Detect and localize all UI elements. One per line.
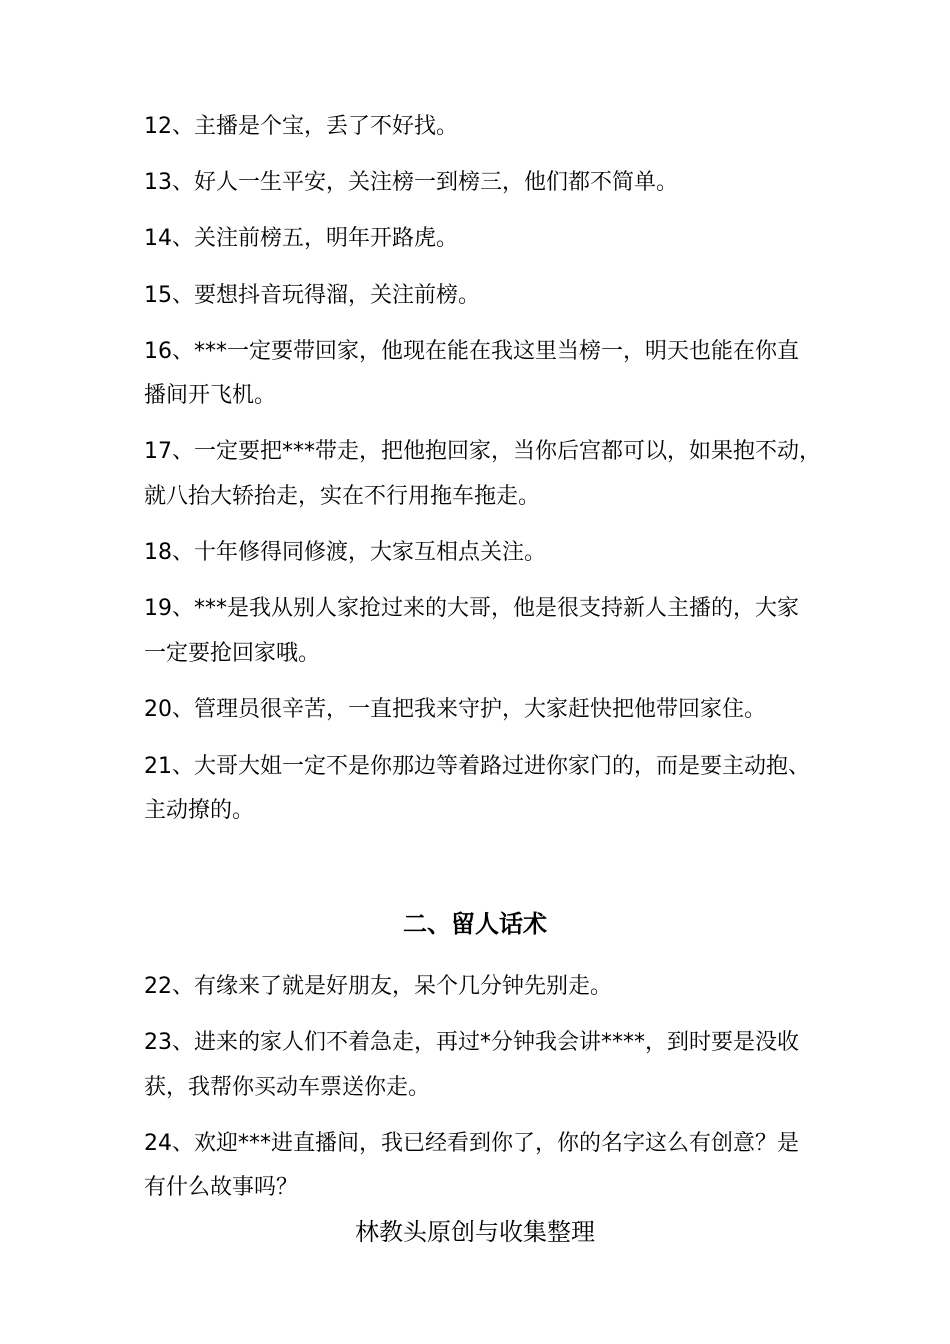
paragraph-line: 19、***是我从别人家抢过来的大哥，他是很支持新人主播的，大家 [144, 596, 799, 621]
paragraph-line: 18、十年修得同修渡，大家互相点关注。 [144, 540, 546, 565]
paragraph-line: 20、管理员很辛苦，一直把我来守护，大家赶快把他带回家住。 [144, 697, 766, 722]
paragraph-line: 14、关注前榜五，明年开路虎。 [144, 226, 458, 251]
paragraph-line: 23、进来的家人们不着急走，再过*分钟我会讲****，到时要是没收 [144, 1030, 799, 1055]
paragraph-line: 21、大哥大姐一定不是你那边等着路过进你家门的，而是要主动抱、 [144, 754, 810, 779]
paragraph-line: 24、欢迎***进直播间，我已经看到你了，你的名字这么有创意？是 [144, 1131, 799, 1156]
paragraph-line: 有什么故事吗？ [144, 1175, 299, 1200]
paragraph-line: 16、***一定要带回家，他现在能在我这里当榜一，明天也能在你直 [144, 339, 799, 364]
paragraph-line: 主动撩的。 [144, 798, 255, 823]
footer-credit: 林教头原创与收集整理 [355, 1218, 595, 1246]
paragraph-line: 22、有缘来了就是好朋友，呆个几分钟先别走。 [144, 974, 612, 999]
paragraph-line: 播间开飞机。 [144, 383, 277, 408]
section-heading: 二、留人话术 [403, 910, 547, 938]
paragraph-line: 12、主播是个宝，丢了不好找。 [144, 114, 458, 139]
paragraph-line: 就八抬大轿抬走，实在不行用拖车拖走。 [144, 484, 541, 509]
paragraph-line: 15、要想抖音玩得溜，关注前榜。 [144, 283, 480, 308]
paragraph-line: 17、一定要把***带走，把他抱回家，当你后宫都可以，如果抱不动， [144, 439, 821, 464]
paragraph-line: 一定要抢回家哦。 [144, 641, 321, 666]
paragraph-line: 13、好人一生平安，关注榜一到榜三，他们都不简单。 [144, 170, 678, 195]
paragraph-line: 获，我帮你买动车票送你走。 [144, 1075, 431, 1100]
